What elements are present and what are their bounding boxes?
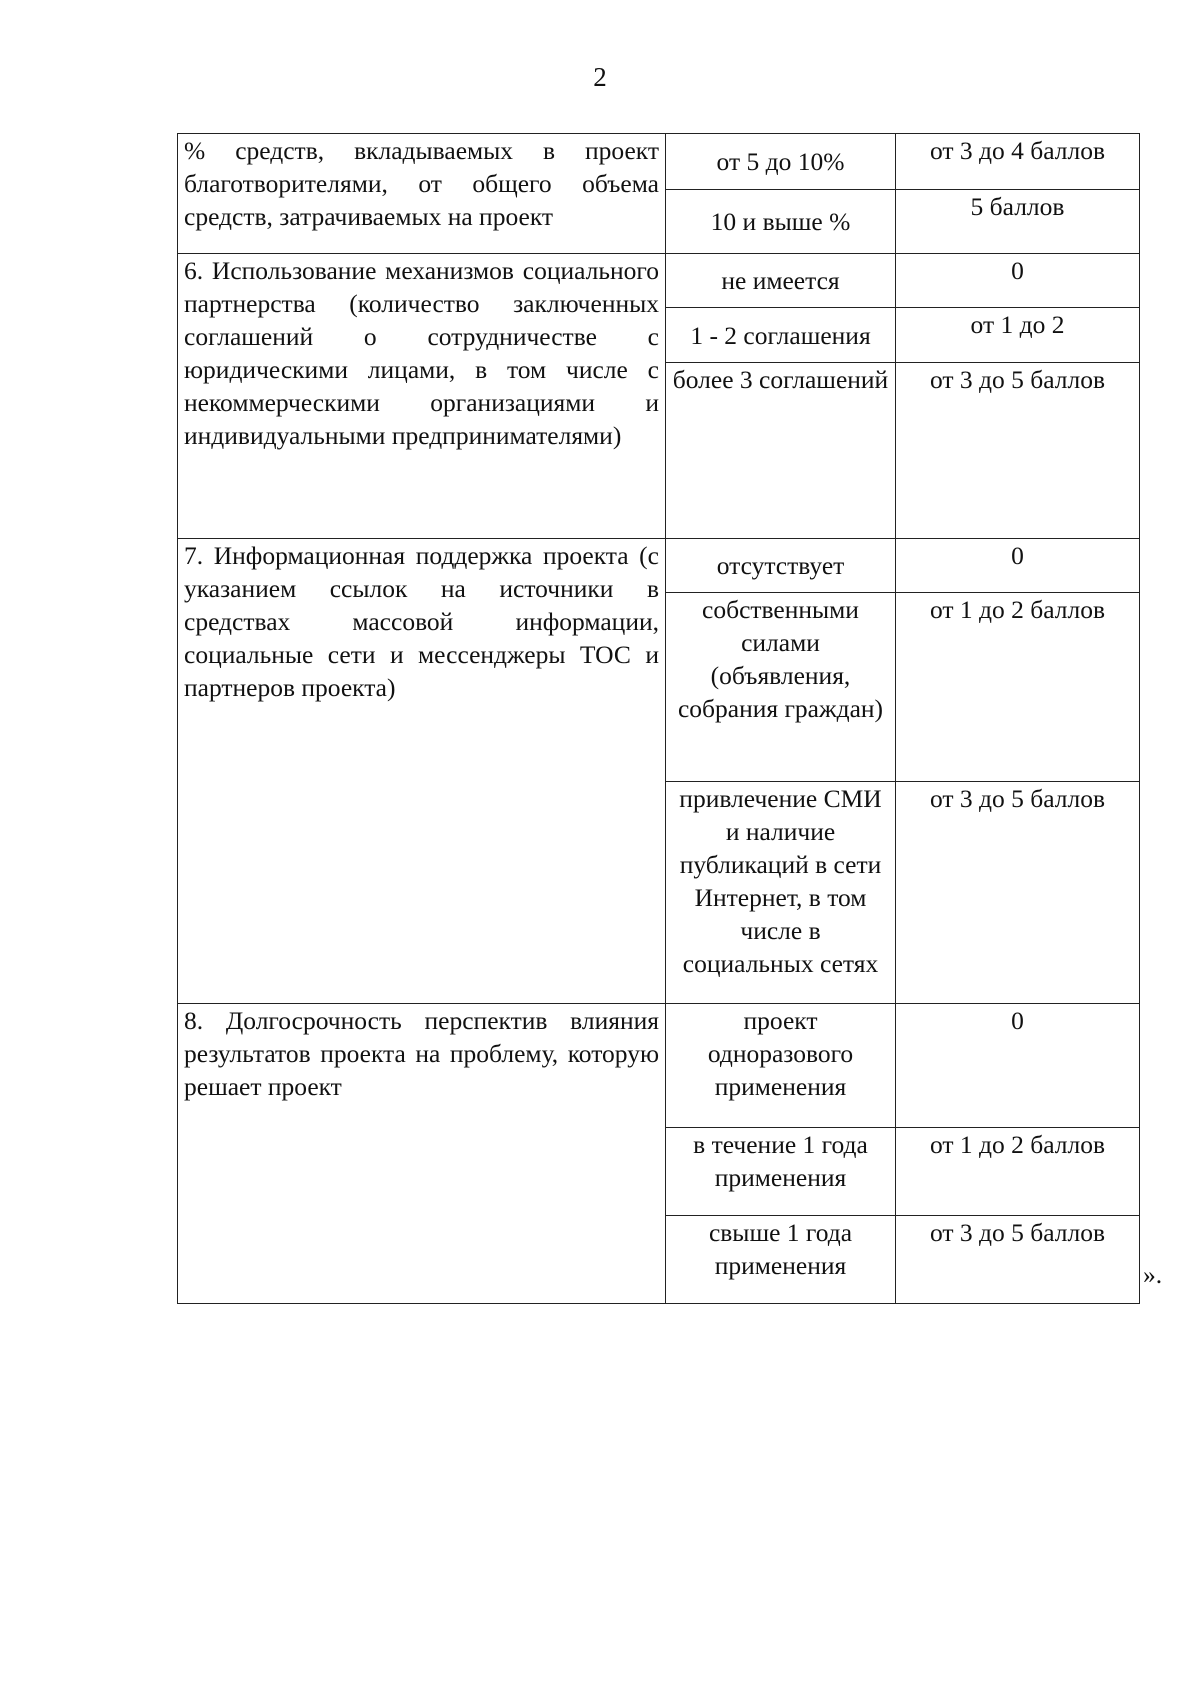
table-row [178, 134, 1140, 190]
table-row [178, 1004, 1140, 1128]
score-cell: от 3 до 5 баллов [896, 1216, 1140, 1304]
criterion-text: % средств, вкладываемых в проект благотворителями, от общего объема средств, затрачиваемых на проект [184, 136, 659, 231]
score-cell: 0 [896, 254, 1140, 308]
option-cell: отсутствует [666, 539, 896, 593]
score-cell: от 1 до 2 [896, 308, 1140, 363]
option-cell: не имеется [666, 254, 896, 308]
criterion-text: 7. Информационная поддержка проекта (с указанием ссылок на источники в средствах массовой информации, социальные сети и мессенджеры ТОС и партнеров проекта) [184, 541, 659, 702]
criterion-cell [178, 254, 666, 539]
score-cell: 0 [896, 539, 1140, 593]
option-cell: проект одноразового применения [666, 1004, 896, 1128]
score-cell: 5 баллов [896, 190, 1140, 254]
option-cell: собственными силами (объявления, собрания граждан) [666, 593, 896, 782]
score-cell: 0 [896, 1004, 1140, 1128]
score-cell: от 3 до 5 баллов [896, 363, 1140, 539]
option-cell: привлечение СМИ и наличие публикаций в сети Интернет, в том числе в социальных сетях [666, 782, 896, 1004]
score-cell: от 3 до 5 баллов [896, 782, 1140, 1004]
table-row [178, 254, 1140, 308]
score-cell: от 1 до 2 баллов [896, 593, 1140, 782]
option-cell: более 3 соглашений [666, 363, 896, 539]
table-row [178, 539, 1140, 593]
page-number: 2 [593, 62, 607, 92]
option-cell: в течение 1 года применения [666, 1128, 896, 1216]
criterion-text: 8. Долгосрочность перспектив влияния результатов проекта на проблему, которую решает проект [184, 1006, 659, 1101]
criterion-cell [178, 134, 666, 254]
score-cell: от 1 до 2 баллов [896, 1128, 1140, 1216]
criterion-cell [178, 1004, 666, 1304]
option-cell: свыше 1 года применения [666, 1216, 896, 1304]
criterion-cell [178, 539, 666, 1004]
score-cell: от 3 до 4 баллов [896, 134, 1140, 190]
option-cell: 1 - 2 соглашения [666, 308, 896, 363]
criteria-table [177, 133, 1140, 1304]
option-cell: 10 и выше % [666, 190, 896, 254]
criterion-text: 6. Использование механизмов социального партнерства (количество заключенных соглашений о сотрудничестве с юридическими лицами, в том числе с некоммерческими организациями и индивидуальными предпринимателями) [184, 256, 659, 450]
option-cell: от 5 до 10% [666, 134, 896, 190]
closing-quote-mark: ». [1143, 1260, 1163, 1289]
